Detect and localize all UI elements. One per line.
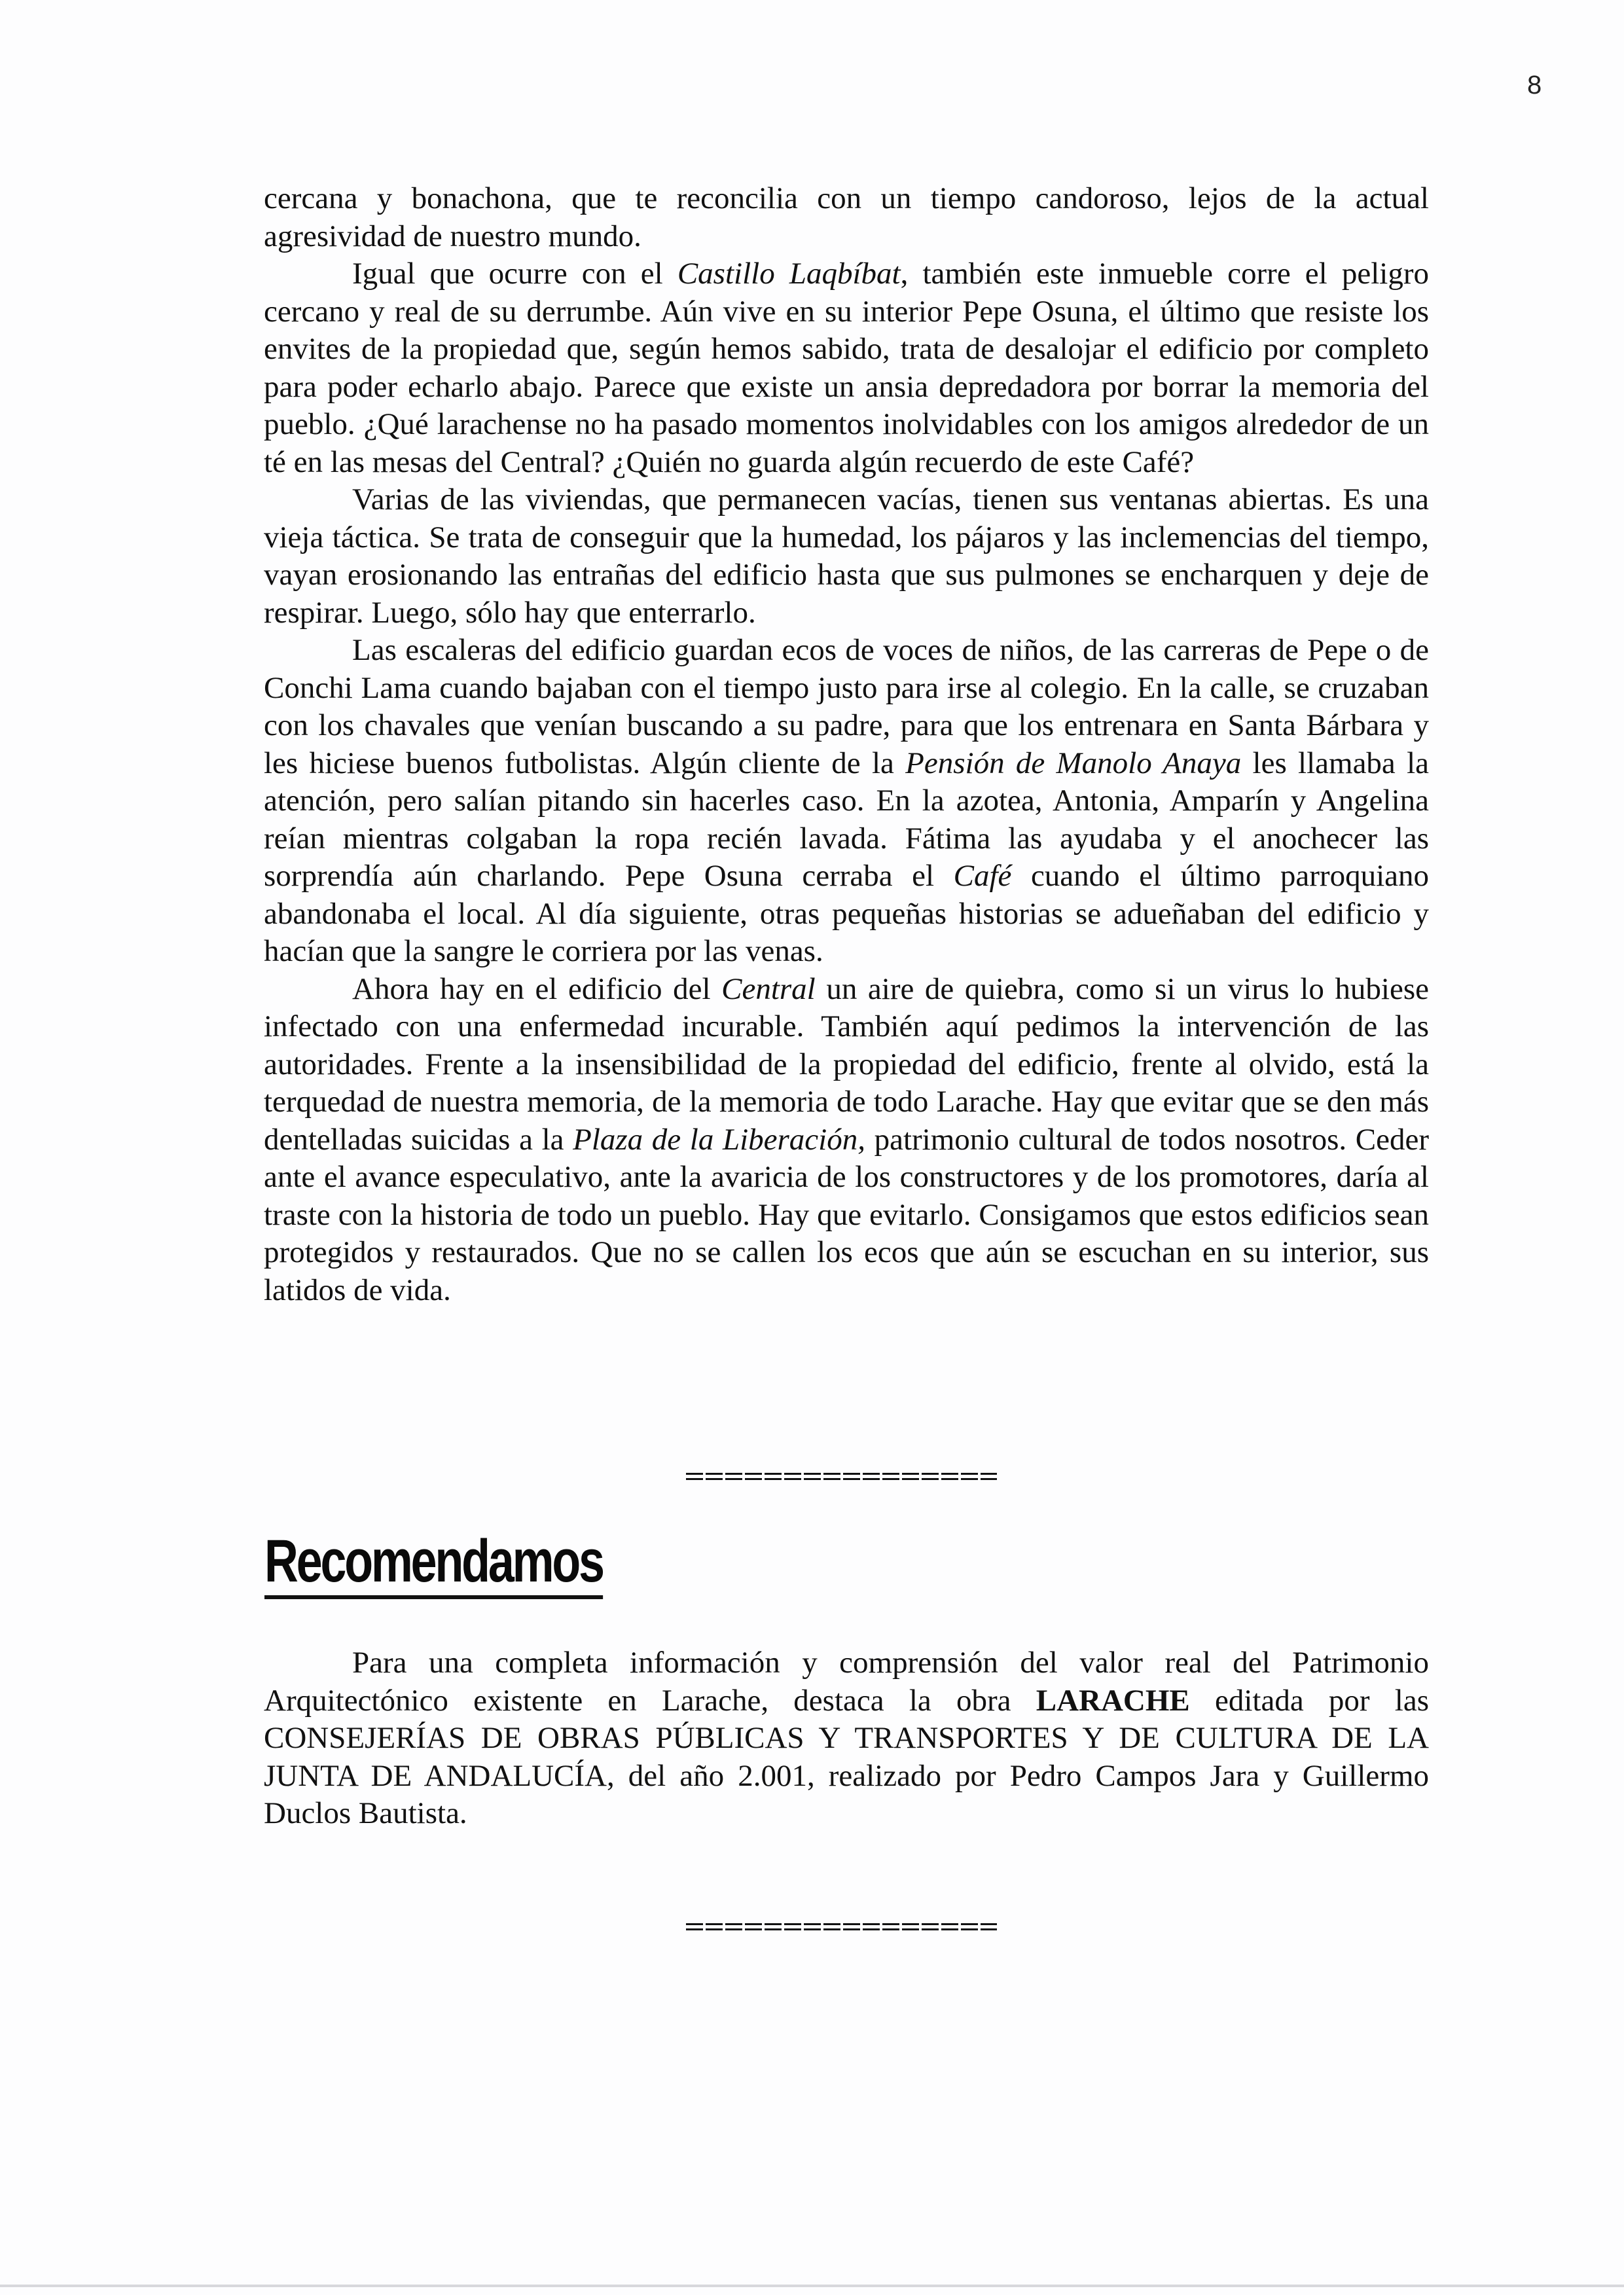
section-title-recomendamos: Recomendamos [264, 1528, 603, 1599]
text: patrimonio cultural de todos nosotros. Ceder ante el avance especulativo, ante la avaricia de los constructores y de los promotores, daría al traste con la historia de todo un pueblo. Hay que evitarlo. Consigamos que estos edificios sean protegidos y restaurados. Que no se callen los ecos que aún se escuchan en su interior, sus latidos de vida. [264, 1122, 1429, 1307]
italic-central: Central [721, 971, 816, 1006]
paragraph-4 [264, 632, 1429, 971]
text: Igual que ocurre con el [352, 257, 677, 291]
paragraph-5 [264, 971, 1429, 1310]
text: Ahora hay en el edificio del [352, 971, 722, 1006]
text: Para una completa información y comprensión del valor real del Patrimonio Arquitectónico existente en Larache, destaca la obra [264, 1646, 1429, 1718]
double-divider [686, 1473, 997, 1482]
text: , también este inmueble corre el peligro cercano y real de su derrumbe. Aún vive en su interior Pepe Osuna, el último que resiste los envites de la propiedad que, según hemos sabido, trata de desalojar el edificio por completo para poder echarlo abajo. Parece que existe un ansia depredadora por borrar la memoria del pueblo. ¿Qué larachense no ha pasado momentos inolvidables con los amigos alrededor de un té en las mesas del Central? ¿Quién no guarda algún recuerdo de este Café? [264, 257, 1429, 479]
text: un aire de quiebra, como si un virus lo hubiese infectado con una enfermedad incurable. También aquí pedimos la intervención de las autoridades. Frente a la insensibilidad de la propiedad del edificio, frente al olvido, está la terquedad de nuestra memoria, de la memoria de todo Larache. Hay que evitar que se den más dentelladas suicidas a la [264, 971, 1430, 1157]
scan-edge [0, 2285, 1624, 2287]
text: Las escaleras del edificio guardan ecos de voces de niños, de las carreras de Pepe o de Conchi Lama cuando bajaban con el tiempo justo para irse al colegio. En la calle, se cruzaban con los chavales que venían buscando a su padre, para que los entrenara en Santa Bárbara y les hiciese buenos futbolistas. Algún cliente de la [264, 633, 1429, 780]
recommend-paragraph [264, 1644, 1429, 1833]
double-divider [686, 1923, 997, 1932]
recommend-body [264, 1644, 1429, 1833]
text: editada por las CONSEJERÍAS DE OBRAS PÚBLICAS Y TRANSPORTES Y DE CULTURA DE LA JUNTA DE ANDALUCÍA, del año 2.001, realizado por Pedro Campos Jara y Guillermo Duclos Bautista. [264, 1683, 1430, 1830]
italic-castillo: Castillo Laqbíbat [677, 257, 901, 291]
article-body [264, 180, 1429, 1309]
text: les llamaba la atención, pero salían pitando sin hacerles caso. En la azotea, Antonia, Amparín y Angelina reían mientras colgaban la ropa recién lavada. Fátima las ayudaba y el anochecer las sorprendía aún charlando. Pepe Osuna cerraba el [264, 746, 1429, 893]
italic-pension: Pensión de Manolo Anaya [905, 746, 1242, 780]
italic-plaza: Plaza de la Liberación, [573, 1122, 865, 1157]
paragraph-2 [264, 255, 1429, 481]
paragraph-1: cercana y bonachona, que te reconcilia con un tiempo candoroso, lejos de la actual agresividad de nuestro mundo. [264, 181, 1429, 253]
page-number: 8 [1527, 71, 1542, 99]
book-title: LARACHE [1036, 1683, 1190, 1718]
italic-cafe: Café [953, 859, 1012, 893]
paragraph-3: Varias de las viviendas, que permanecen vacías, tienen sus ventanas abiertas. Es una vieja táctica. Se trata de conseguir que la humedad, los pájaros y las inclemencias del tiempo, vayan erosionando las entrañas del edificio hasta que sus pulmones se encharquen y deje de respirar. Luego, sólo hay que enterrarlo. [264, 482, 1429, 630]
text: cuando el último parroquiano abandonaba el local. Al día siguiente, otras pequeñas historias se adueñaban del edificio y hacían que la sangre le corriera por las venas. [264, 859, 1429, 968]
